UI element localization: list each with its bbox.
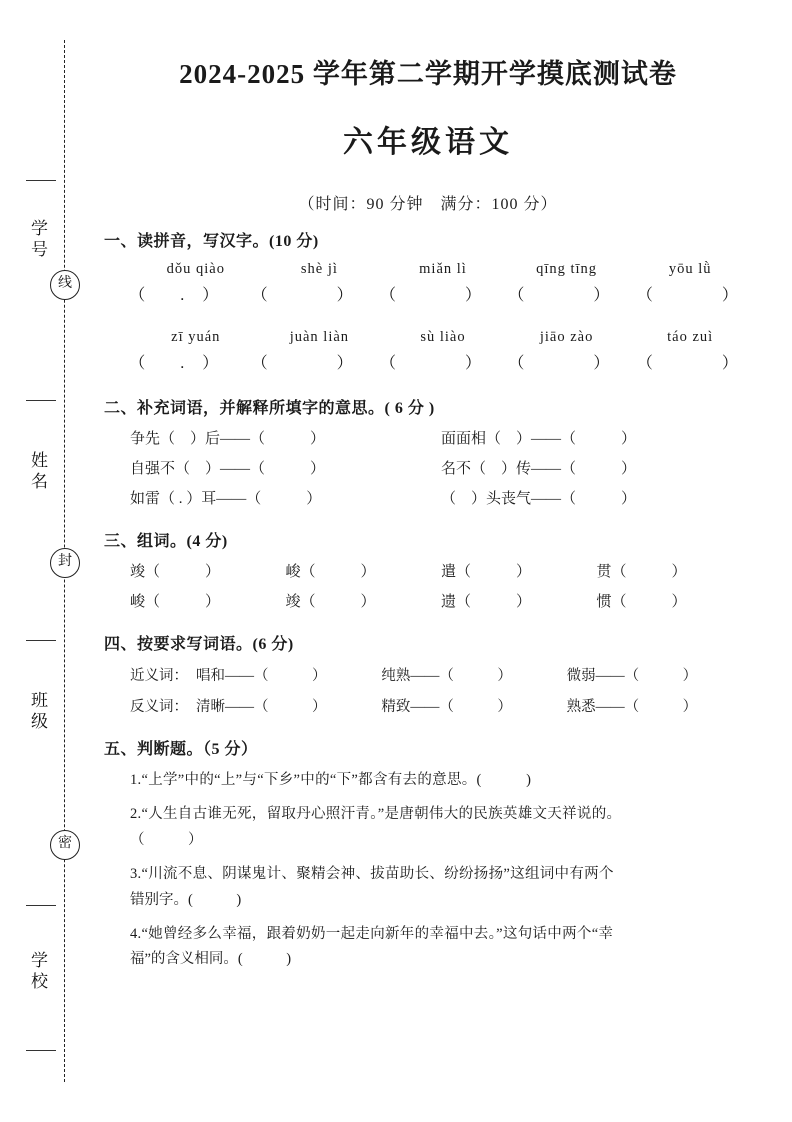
pinyin-row (104, 329, 752, 346)
word-build-blank[interactable]: 竣（ ） (130, 564, 221, 580)
seal-stamp-feng: 封 (50, 548, 80, 578)
seal-divider (26, 400, 56, 401)
seal-label-school-text: 学 校 (31, 951, 49, 992)
seal-divider (26, 640, 56, 641)
seal-label-class (22, 690, 58, 733)
seal-label-name-text: 姓 名 (31, 451, 49, 492)
answer-blank[interactable]: （ ） (508, 287, 611, 304)
section-title-1: 一、读拼音，写汉字。(10 分) (104, 233, 319, 250)
idiom-blank[interactable]: 面面相（ ）——（ ） (441, 431, 637, 447)
seal-stamp-mi: 密 (50, 830, 80, 860)
judge-item[interactable]: 2.“人生自古谁无死，留取丹心照汗青。”是唐朝伟大的民族英雄文天祥说的。 (130, 806, 622, 823)
pinyin-cell: sù liào (420, 329, 466, 345)
answer-blank[interactable]: （ ） (508, 355, 611, 372)
section-title-3: 三、组词。(4 分) (104, 533, 228, 550)
antonym-blank[interactable]: 熟悉——（ ） (566, 699, 698, 715)
pinyin-cell: zī yuán (171, 329, 221, 345)
seal-label-student-id-text: 学 号 (31, 219, 49, 260)
seal-divider (26, 1050, 56, 1051)
judge-item-continuation[interactable]: 福”的含义相同。( ) (130, 951, 292, 968)
exam-meta: （时间：90 分钟 满分：100 分） (298, 196, 558, 213)
idiom-blank[interactable]: 争先（ ）后——（ ） (130, 431, 326, 447)
word-build-blank[interactable]: 惯（ ） (596, 594, 687, 610)
idiom-blank[interactable]: 自强不（ ）——（ ） (130, 461, 326, 477)
pinyin-cell: juàn liàn (289, 329, 350, 345)
section-title-4: 四、按要求写词语。(6 分) (104, 636, 294, 653)
section-title-5: 五、判断题。（5 分） (104, 741, 258, 758)
seal-label-school (22, 950, 58, 993)
answer-blank[interactable]: （ . ） (129, 355, 220, 372)
synonym-label: 近义词： (130, 668, 188, 684)
pinyin-cell: jiāo zào (539, 329, 594, 345)
idiom-row (104, 487, 752, 508)
seal-label-name (22, 450, 58, 493)
judge-item-continuation[interactable]: 错别字。( ) (130, 891, 242, 908)
idiom-blank[interactable]: （ ）头丧气——（ ） (441, 491, 637, 507)
idiom-row (104, 457, 752, 478)
answer-bracket-row (104, 282, 752, 305)
judge-item[interactable]: 1.“上学”中的“上”与“下乡”中的“下”都含有去的意思。( ) (130, 772, 532, 788)
pinyin-row (104, 261, 752, 278)
seal-divider (26, 905, 56, 906)
synonym-blank[interactable]: 微弱——（ ） (566, 668, 698, 684)
answer-blank[interactable]: （ ） (380, 287, 483, 304)
synonym-row (104, 664, 752, 685)
judge-item-continuation[interactable]: （ ） (130, 831, 203, 848)
idiom-row (104, 427, 752, 448)
pinyin-cell: miǎn lì (419, 261, 467, 277)
page-title: 2024-2025 学年第二学期开学摸底测试卷 (179, 59, 677, 89)
answer-blank[interactable]: （ . ） (129, 287, 220, 304)
synonym-blank[interactable]: 唱和——（ ） (196, 668, 327, 684)
answer-blank[interactable]: （ ） (636, 287, 739, 304)
seal-label-class-text: 班 级 (31, 691, 49, 732)
synonym-blank[interactable]: 纯熟——（ ） (381, 668, 512, 684)
word-build-blank[interactable]: 峻（ ） (130, 594, 221, 610)
section-title-2: 二、补充词语，并解释所填字的意思。( 6 分 ) (104, 400, 435, 417)
pinyin-cell: shè jì (300, 261, 338, 277)
antonym-row (104, 695, 752, 716)
seal-stamp-xian: 线 (50, 270, 80, 300)
word-build-blank[interactable]: 贯（ ） (596, 564, 687, 580)
word-build-row (104, 560, 752, 581)
exam-paper (96, 0, 792, 1122)
idiom-blank[interactable]: 如雷（ . ）耳——（ ） (130, 491, 322, 507)
pinyin-cell: yōu lǜ (668, 261, 712, 277)
answer-blank[interactable]: （ ） (636, 355, 739, 372)
antonym-blank[interactable]: 清晰——（ ） (196, 699, 327, 715)
word-build-blank[interactable]: 峻（ ） (285, 564, 376, 580)
pinyin-cell: táo zuì (667, 329, 714, 345)
antonym-blank[interactable]: 精致——（ ） (381, 699, 512, 715)
word-build-row (104, 590, 752, 611)
judge-item[interactable]: 3.“川流不息、阴谋鬼计、聚精会神、拔苗助长、纷纷扬扬”这组词中有两个 (130, 866, 614, 883)
answer-bracket-row (104, 350, 752, 373)
word-build-blank[interactable]: 遣（ ） (441, 564, 532, 580)
word-build-blank[interactable]: 遗（ ） (441, 594, 532, 610)
pinyin-cell: dǒu qiào (166, 261, 225, 277)
seal-label-student-id (22, 218, 58, 261)
answer-blank[interactable]: （ ） (380, 355, 483, 372)
seal-divider (26, 180, 56, 181)
antonym-label: 反义词： (130, 699, 188, 715)
judge-item[interactable]: 4.“她曾经多么幸福，跟着奶奶一起走向新年的幸福中去。”这句话中两个“幸 (130, 925, 614, 942)
idiom-blank[interactable]: 名不（ ）传——（ ） (441, 461, 637, 477)
word-build-blank[interactable]: 竣（ ） (285, 594, 376, 610)
answer-blank[interactable]: （ ） (251, 355, 354, 372)
answer-blank[interactable]: （ ） (251, 287, 354, 304)
seal-line-strip (0, 0, 96, 1122)
subject-title: 六年级语文 (343, 126, 513, 159)
pinyin-cell: qīng tīng (536, 261, 598, 277)
